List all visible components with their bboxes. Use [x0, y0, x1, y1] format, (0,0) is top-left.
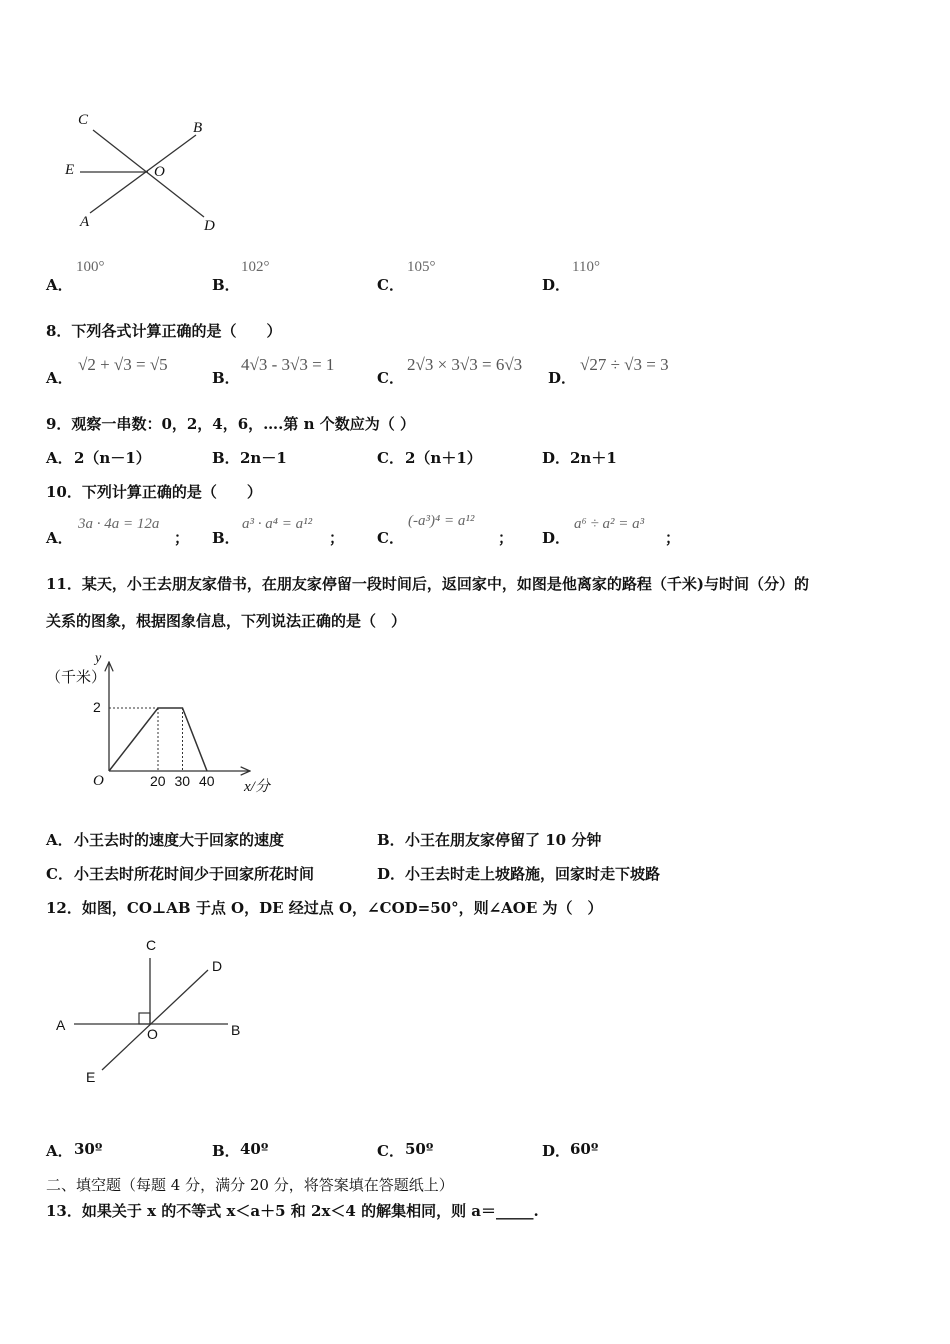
option-value: 50º — [405, 1140, 434, 1158]
option-separator: ； — [665, 529, 681, 547]
fig12-label-C: C — [146, 937, 157, 953]
option-value: a⁶ ÷ a² = a³ — [574, 516, 645, 532]
option-letter: B． — [212, 1142, 240, 1160]
option-letter: D． — [542, 276, 571, 294]
option-letter: A． — [46, 529, 73, 547]
x-tick-label: 20 — [150, 773, 166, 789]
fig7-label-D: D — [204, 218, 215, 234]
option-letter: D． — [542, 1142, 571, 1160]
fig7-label-A: A — [80, 214, 90, 230]
option-value: 小王去时所花时间少于回家所花时间 — [74, 865, 315, 883]
option-letter: D． — [548, 369, 577, 387]
option-value: 2n－1 — [240, 449, 287, 467]
option-value: 2√3 × 3√3 = 6√3 — [407, 355, 523, 374]
option-letter: B． — [212, 449, 240, 467]
option-letter: C． — [377, 529, 404, 547]
fig12-label-B: B — [231, 1022, 241, 1038]
option-value: 30º — [74, 1140, 103, 1158]
q9-stem: 9．观察一串数：0，2，4，6，….第 n 个数应为（ ） — [46, 415, 415, 433]
fig7-label-B: B — [193, 120, 203, 136]
q10-stem: 10．下列计算正确的是（ ） — [46, 483, 262, 501]
option-value: √2 + √3 = √5 — [78, 355, 168, 374]
option-letter: C． — [46, 865, 73, 883]
q13-stem: 13．如果关于 x 的不等式 x＜a＋5 和 2x＜4 的解集相同，则 a＝_____. — [46, 1202, 539, 1220]
option-value: 小王去时的速度大于回家的速度 — [74, 831, 285, 849]
option-value: 4√3 - 3√3 = 1 — [241, 355, 335, 374]
origin-label: O — [93, 773, 104, 789]
option-value: 小王去时走上坡路施，回家时走下坡路 — [405, 865, 661, 883]
q12-stem: 12．如图，CO⊥AB 于点 O，DE 经过点 O，∠COD=50°，则∠AOE 为（ ） — [46, 899, 603, 917]
option-letter: A． — [46, 1142, 73, 1160]
option-value: 2（n－1） — [74, 449, 151, 467]
right-angle-mark — [139, 1013, 150, 1024]
option-value: 100° — [76, 259, 105, 275]
fig7-label-O: O — [154, 164, 165, 180]
option-letter: C． — [377, 369, 404, 387]
option-letter: C． — [377, 1142, 404, 1160]
fig12-label-A: A — [56, 1017, 66, 1033]
y-axis-name: y — [95, 651, 102, 666]
option-letter: A． — [46, 449, 73, 467]
option-value: 3a · 4a = 12a — [78, 516, 160, 532]
option-value: √27 ÷ √3 = 3 — [580, 355, 669, 374]
option-letter: C． — [377, 276, 404, 294]
y-axis-unit: （千米） — [46, 669, 107, 686]
line-DE — [102, 970, 208, 1070]
option-value: 110° — [572, 259, 600, 275]
option-value: 60º — [570, 1140, 599, 1158]
option-letter: D． — [542, 449, 571, 467]
q11-stem-line2: 关系的图象，根据图象信息，下列说法正确的是（ ） — [46, 612, 407, 630]
option-value: 小王在朋友家停留了 10 分钟 — [405, 831, 602, 849]
q8-stem: 8．下列各式计算正确的是（ ） — [46, 322, 282, 340]
option-value: 105° — [407, 259, 436, 275]
option-value: 2n＋1 — [570, 449, 617, 467]
option-letter: D． — [377, 865, 406, 883]
option-letter: B． — [377, 831, 405, 849]
option-letter: A． — [46, 369, 73, 387]
option-letter: A． — [46, 276, 73, 294]
option-value: 102° — [241, 259, 270, 275]
option-value: 40º — [240, 1140, 269, 1158]
fig12-label-O: O — [147, 1026, 158, 1042]
option-value: (-a³)⁴ = a¹² — [408, 513, 475, 529]
fig7-label-E: E — [65, 162, 75, 178]
x-tick-label: 40 — [199, 773, 215, 789]
q11-stem-line1: 11．某天，小王去朋友家借书，在朋友家停留一段时间后，返回家中，如图是他离家的路程（千米)与时间（分）的 — [46, 575, 809, 593]
option-letter: B． — [212, 529, 240, 547]
section-heading: 二、填空题（每题 4 分，满分 20 分，将答案填在答题纸上） — [46, 1176, 454, 1194]
x-tick-label: 30 — [174, 773, 191, 789]
option-separator: ； — [174, 529, 190, 547]
option-letter: C． — [377, 449, 404, 467]
y-tick-label: 2 — [93, 699, 101, 715]
option-value: a³ · a⁴ = a¹² — [242, 516, 313, 532]
fig12-label-D: D — [212, 958, 223, 974]
option-letter: D． — [542, 529, 571, 547]
option-separator: ； — [498, 529, 514, 547]
option-letter: B． — [212, 276, 240, 294]
option-letter: A． — [46, 831, 73, 849]
option-separator: ； — [329, 529, 345, 547]
fig12-label-E: E — [86, 1069, 96, 1085]
fig7-label-C: C — [78, 112, 89, 128]
option-letter: B． — [212, 369, 240, 387]
option-value: 2（n＋1） — [405, 449, 482, 467]
x-axis-label: x/分 — [244, 779, 270, 795]
